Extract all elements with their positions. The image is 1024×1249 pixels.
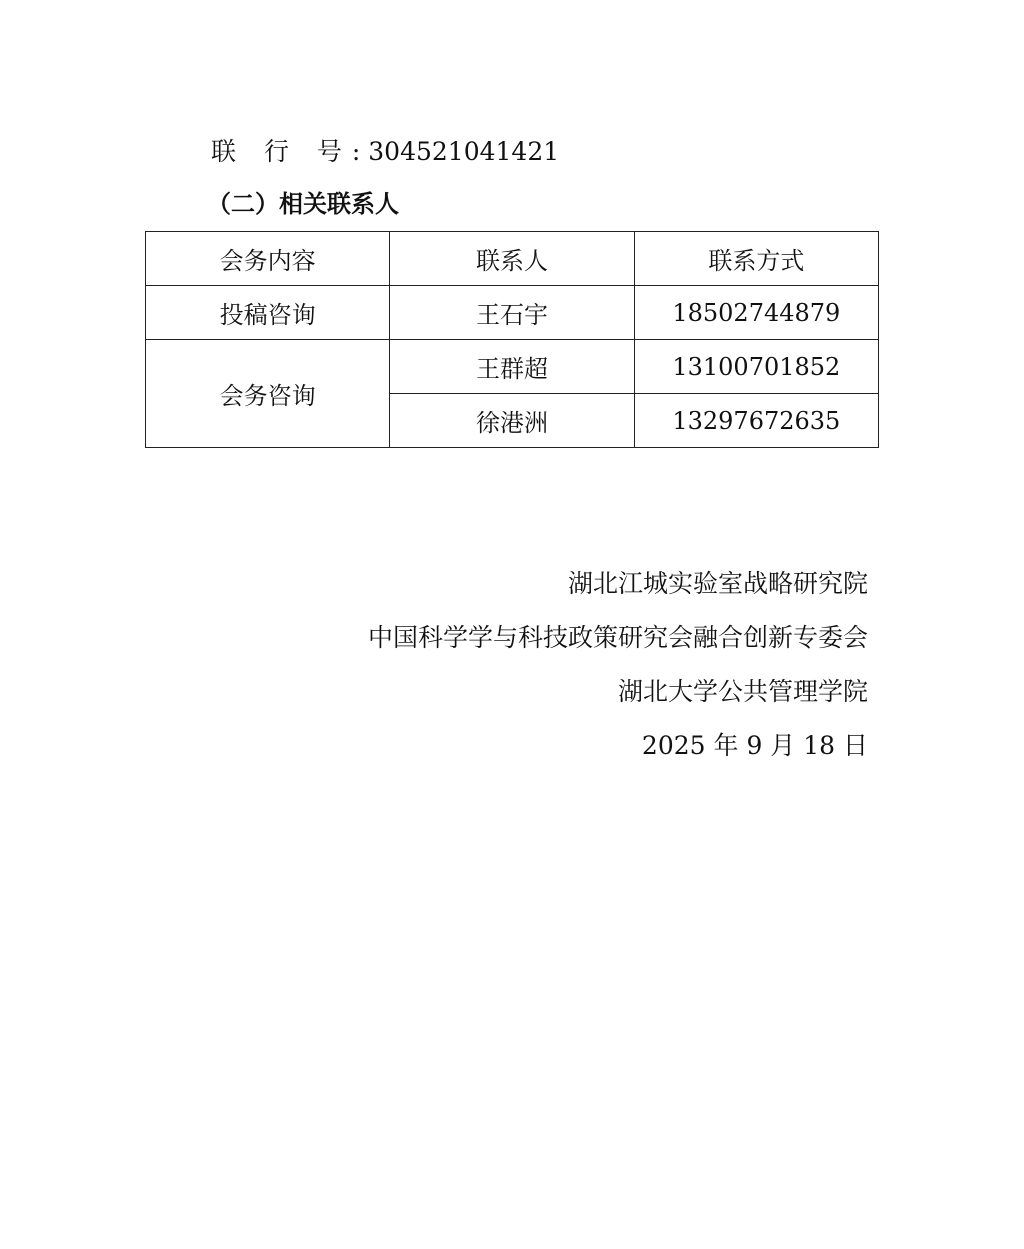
header-category: 会务内容: [146, 232, 390, 286]
contact-phone-cell: 13297672635: [634, 394, 878, 448]
signature-org-2: 中国科学学与科技政策研究会融合创新专委会: [367, 623, 868, 652]
contact-name-cell: 王石宇: [390, 286, 634, 340]
table-row: [146, 286, 879, 340]
bank-number-label: 联 行 号: [211, 137, 352, 166]
contact-name-cell: 徐港洲: [390, 394, 634, 448]
section-heading: （二）相关联系人: [207, 189, 399, 218]
contact-name-cell: 王群超: [390, 340, 634, 394]
header-phone: 联系方式: [634, 232, 878, 286]
category-cell: 投稿咨询: [146, 286, 390, 340]
header-contact: 联系人: [390, 232, 634, 286]
table-header-row: [146, 232, 879, 286]
bank-number-separator: :: [351, 137, 369, 166]
signature-date: 2025 年 9 月 18 日: [641, 731, 868, 760]
contacts-table: [145, 231, 879, 448]
contact-phone-cell: 13100701852: [634, 340, 878, 394]
contact-phone-cell: 18502744879: [634, 286, 878, 340]
table-row: [146, 340, 879, 394]
bank-number-value: 304521041421: [368, 137, 560, 166]
signature-org-3: 湖北大学公共管理学院: [617, 677, 868, 706]
signature-org-1: 湖北江城实验室战略研究院: [567, 569, 868, 598]
bank-number-line: [211, 136, 559, 168]
category-cell: 会务咨询: [146, 340, 390, 448]
